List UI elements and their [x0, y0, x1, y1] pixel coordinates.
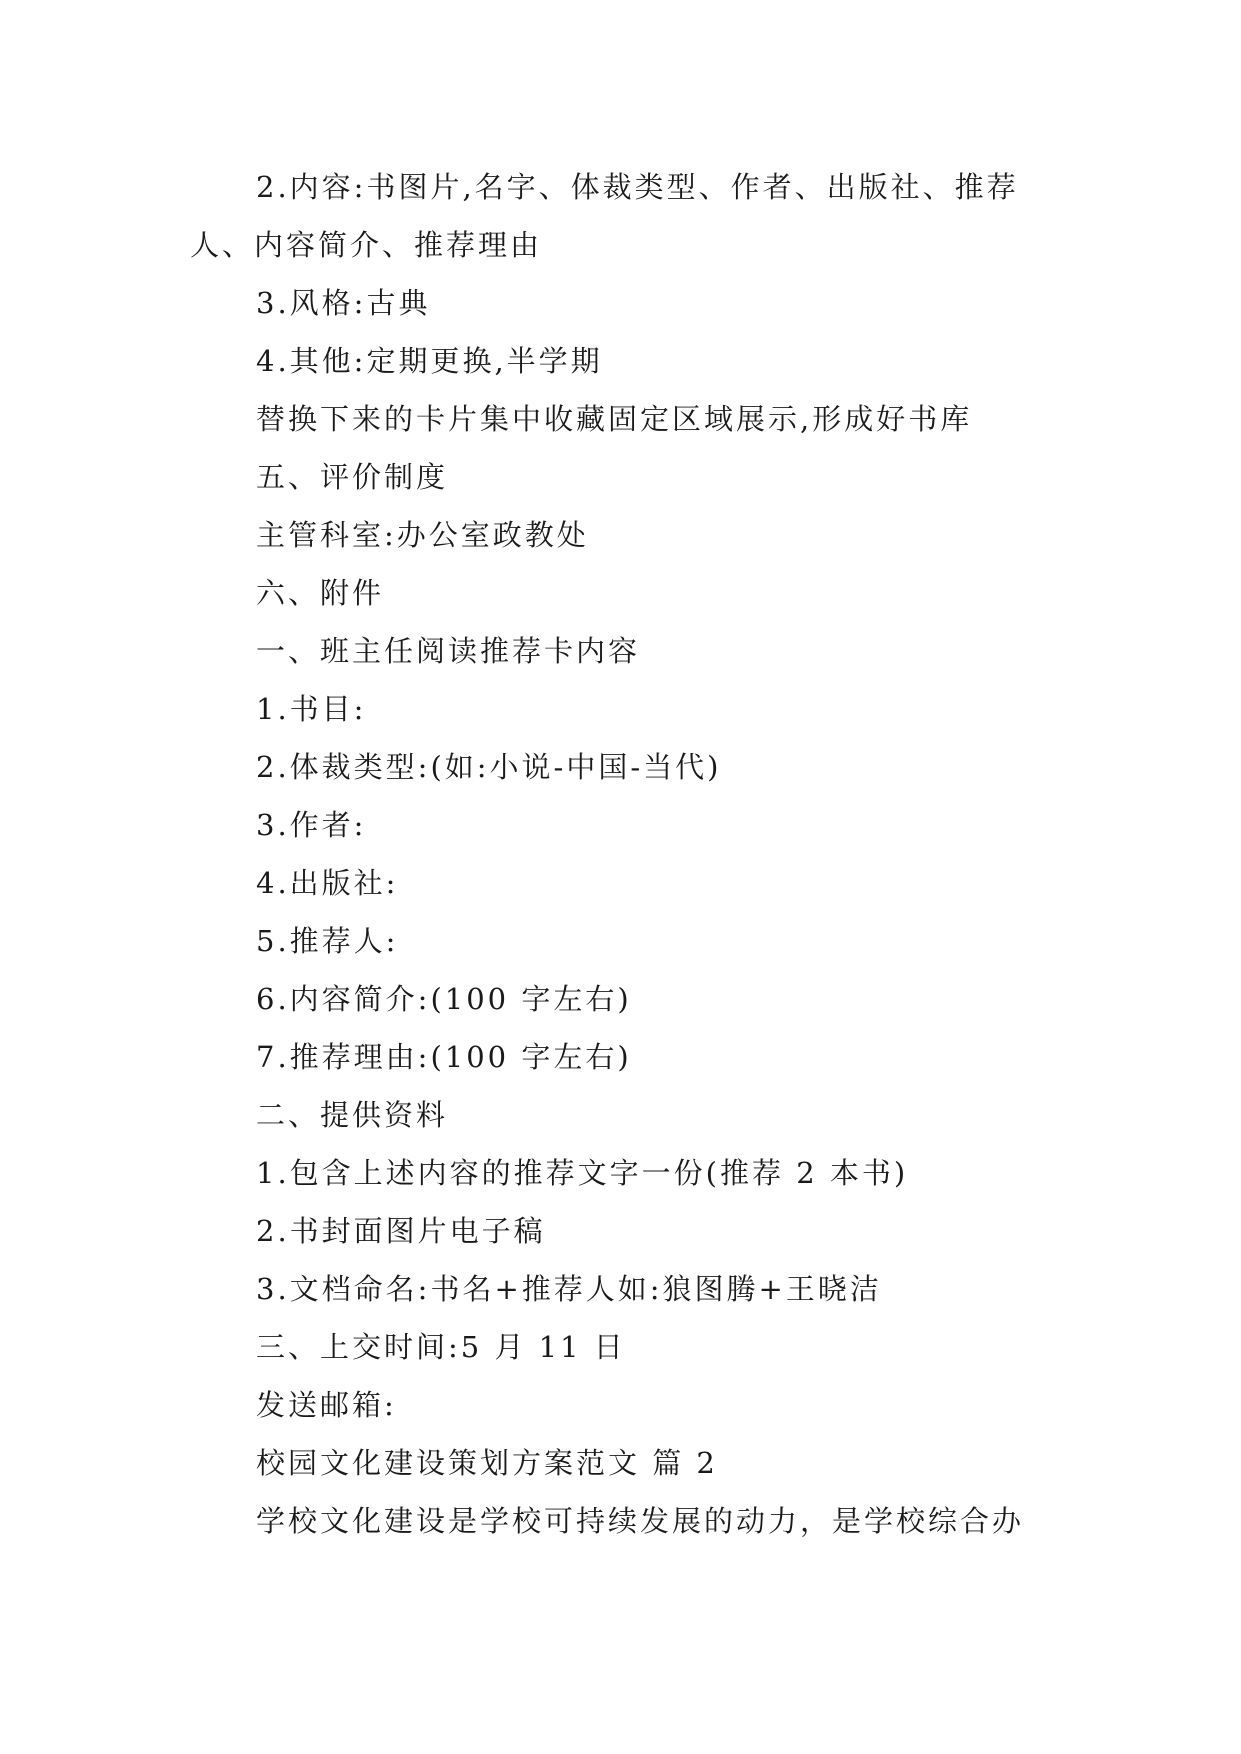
document-body	[190, 158, 1052, 1550]
text-line: 一、班主任阅读推荐卡内容	[256, 634, 641, 668]
text-line: 三、上交时间:5 月 11 日	[256, 1330, 626, 1364]
text-line: 3.文档命名:书名+推荐人如:狼图腾+王晓洁	[256, 1272, 882, 1306]
text-line: 校园文化建设策划方案范文 篇 2	[256, 1446, 718, 1480]
text-line: 替换下来的卡片集中收藏固定区域展示,形成好书库	[256, 402, 973, 436]
text-line: 7.推荐理由:(100 字左右)	[256, 1040, 632, 1074]
text-line: 1.包含上述内容的推荐文字一份(推荐 2 本书)	[256, 1156, 909, 1190]
text-line: 4.出版社:	[256, 866, 399, 900]
text-line: 二、提供资料	[256, 1098, 449, 1132]
text-line: 发送邮箱:	[256, 1388, 397, 1422]
text-line: 六、附件	[256, 576, 385, 610]
text-line: 2.体裁类型:(如:小说-中国-当代)	[256, 750, 722, 784]
text-line: 五、评价制度	[256, 460, 449, 494]
text-line: 1.书目:	[256, 692, 367, 726]
text-line: 3.作者:	[256, 808, 367, 842]
text-line: 学校文化建设是学校可持续发展的动力，是学校综合办	[256, 1504, 1025, 1538]
text-line: 主管科室:办公室政教处	[256, 518, 589, 552]
text-line: 5.推荐人:	[256, 924, 399, 958]
text-line: 2.内容:书图片,名字、体裁类型、作者、出版社、推荐	[256, 170, 1019, 204]
text-line: 人、内容简介、推荐理由	[190, 228, 543, 262]
text-line: 6.内容简介:(100 字左右)	[256, 982, 632, 1016]
text-line: 4.其他:定期更换,半学期	[256, 344, 603, 378]
text-line: 3.风格:古典	[256, 286, 431, 320]
text-line: 2.书封面图片电子稿	[256, 1214, 546, 1248]
